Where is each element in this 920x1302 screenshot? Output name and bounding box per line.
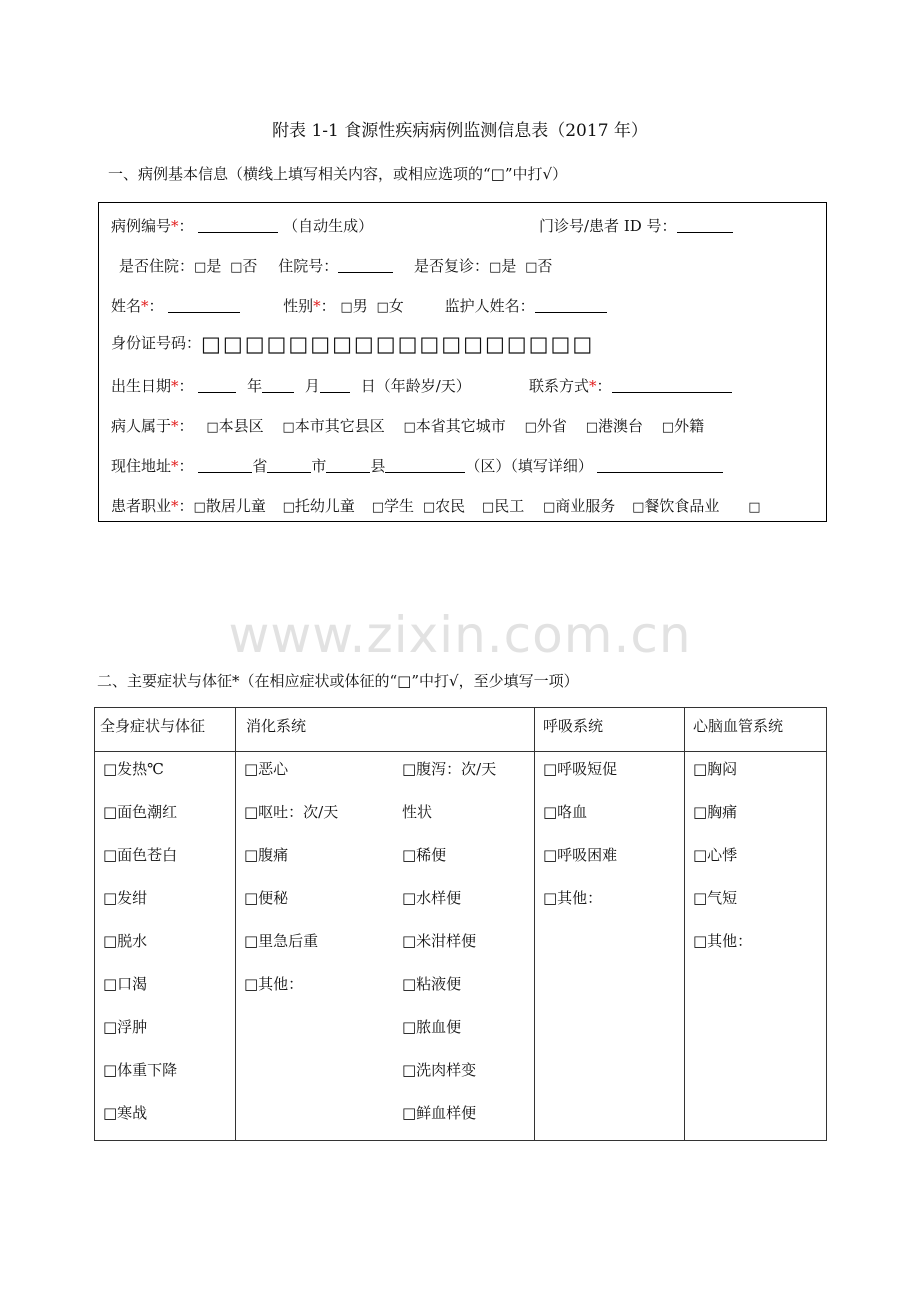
birth-month-field[interactable] [262,378,294,393]
case-no-field[interactable] [198,218,278,233]
symptom-item[interactable]: □里急后重 [244,932,319,950]
case-number-row [111,215,373,236]
district-field[interactable] [385,458,465,473]
required-star: * [589,377,597,395]
address-note: （区）（填写详细） [465,457,593,475]
clinic-id-field[interactable] [677,218,733,233]
symptom-item[interactable]: □便秘 [244,889,289,907]
occupation-option: 学生 [384,497,415,515]
clinic-id-label: 门诊号/患者 ID 号： [539,217,677,235]
page-title: 附表 1-1 食源性疾病病例监测信息表（2017 年） [272,121,648,141]
age-note: （年龄岁/天） [375,377,471,395]
no-label: 否 [242,257,258,275]
symptom-item[interactable]: □水样便 [402,889,462,907]
colon: ： [178,497,194,515]
revisit-yes-checkbox[interactable]: □ [489,260,502,275]
yes-label: 是 [206,257,222,275]
colon: ： [320,297,336,315]
birth-year-field[interactable] [198,378,236,393]
belongs-checkbox[interactable]: □ [403,420,416,435]
symptom-item[interactable]: □腹泻：次/天 [402,760,497,778]
symptom-item[interactable]: □心悸 [693,846,738,864]
symptom-item[interactable]: □气短 [693,889,738,907]
occupation-option: 商业服务 [555,497,616,515]
symptom-item[interactable]: □米泔样便 [402,932,477,950]
colon: ： [178,377,194,395]
required-star: * [171,377,179,395]
occupation-label: 患者职业 [111,497,172,515]
birth-label: 出生日期 [111,377,172,395]
symptom-item[interactable]: □脓血便 [402,1018,462,1036]
required-star: * [171,417,179,435]
birth-day-field[interactable] [320,378,350,393]
belongs-checkbox[interactable]: □ [206,420,219,435]
id-card-boxes[interactable]: □□□□□□□□□□□□□□□□□□ [201,332,595,356]
symptom-item[interactable]: □口渴 [103,975,148,993]
symptom-item[interactable]: □体重下降 [103,1061,178,1079]
id-card-row [111,332,594,356]
name-field[interactable] [168,298,240,313]
address-detail-field[interactable] [597,458,723,473]
belongs-checkbox[interactable]: □ [524,420,537,435]
case-no-label: 病例编号 [111,217,172,235]
hospitalized-no-checkbox[interactable]: □ [230,260,243,275]
symptom-item[interactable]: □洗肉样变 [402,1061,477,1079]
column-header-general: 全身症状与体征 [100,717,206,735]
belongs-checkbox[interactable]: □ [661,420,675,435]
symptom-item[interactable]: □呼吸困难 [543,846,618,864]
symptom-item[interactable]: □呕吐：次/天 [244,803,339,821]
yes-label: 是 [501,257,517,275]
belongs-option: 本省其它城市 [415,417,506,435]
symptom-item[interactable]: □其他： [244,975,304,993]
contact-field[interactable] [612,378,732,393]
required-star: * [141,297,149,315]
section2-heading: 二、主要症状与体征*（在相应症状或体征的“□”中打√，至少填写一项） [97,672,579,690]
occupation-checkbox[interactable]: □ [422,500,436,515]
symptom-item[interactable]: □寒战 [103,1104,148,1122]
symptom-item[interactable]: □脱水 [103,932,148,950]
symptom-item[interactable]: □发热℃ [103,760,164,778]
belongs-row [111,415,704,436]
belongs-option: 外省 [536,417,567,435]
column-divider [684,708,685,1140]
symptom-item[interactable]: □粘液便 [402,975,462,993]
symptom-item[interactable]: □发绀 [103,889,148,907]
clinic-id-row [539,215,733,236]
female-checkbox[interactable]: □ [376,300,389,315]
colon: ： [178,457,194,475]
symptom-item[interactable]: □胸痛 [693,803,738,821]
symptom-item[interactable]: □咯血 [543,803,588,821]
address-label: 现住地址 [111,457,172,475]
occupation-checkbox[interactable]: □ [748,500,761,515]
required-star: * [171,497,179,515]
symptom-item[interactable]: □呼吸短促 [543,760,618,778]
month-label: 月 [304,377,320,395]
province-label: 省 [252,457,268,475]
county-field[interactable] [326,458,370,473]
symptom-item[interactable]: □浮肿 [103,1018,148,1036]
symptom-item[interactable]: □胸闷 [693,760,738,778]
city-label: 市 [311,457,327,475]
column-divider [534,708,535,1140]
symptom-item[interactable]: □鲜血样便 [402,1104,477,1122]
revisit-label: 是否复诊： [414,257,490,275]
colon: ： [178,417,194,435]
colon: ： [178,217,194,235]
case-no-note: （自动生成） [283,217,374,235]
belongs-option: 外籍 [674,417,705,435]
stool-character-label: 性状 [402,803,433,821]
required-star: * [313,297,321,315]
symptom-item[interactable]: □其他： [543,889,603,907]
occupation-option: 农民 [435,497,466,515]
occupation-checkbox[interactable]: □ [371,500,385,515]
year-label: 年 [247,377,263,395]
id-card-label: 身份证号码： [111,334,202,352]
colon: ： [148,297,164,315]
occupation-row [111,495,760,516]
name-row [111,295,607,316]
header-divider [95,751,826,752]
symptom-item[interactable]: □稀便 [402,846,447,864]
symptom-item[interactable]: □其他： [693,932,753,950]
belongs-checkbox[interactable]: □ [282,420,295,435]
occupation-option: 托幼儿童 [294,497,355,515]
guardian-label: 监护人姓名： [444,297,535,315]
symptom-item[interactable]: □面色苍白 [103,846,178,864]
belongs-checkbox[interactable]: □ [585,420,598,435]
column-header-cardio: 心脑血管系统 [693,717,784,735]
male-label: 男 [352,297,368,315]
address-row [111,455,723,476]
no-label: 否 [537,257,553,275]
county-label: 县 [370,457,386,475]
colon: ： [596,377,612,395]
belongs-label: 病人属于 [111,417,172,435]
day-label: 日 [360,377,376,395]
section1-heading: 一、病例基本信息（横线上填写相关内容，或相应选项的“□”中打√） [108,165,568,183]
contact-label: 联系方式 [529,377,590,395]
occupation-option: 散居儿童 [205,497,266,515]
belongs-option: 本市其它县区 [294,417,385,435]
occupation-option: 民工 [494,497,525,515]
province-field[interactable] [198,458,252,473]
city-field[interactable] [267,458,311,473]
symptom-item[interactable]: □恶心 [244,760,289,778]
belongs-option: 港澳台 [597,417,643,435]
belongs-option: 本县区 [218,417,264,435]
occupation-option: 餐饮食品业 [644,497,720,515]
hospitalized-label: 是否住院： [119,257,195,275]
sex-label: 性别 [283,297,314,315]
inpatient-no-label: 住院号： [278,257,339,275]
required-star: * [171,457,179,475]
guardian-field[interactable] [535,298,607,313]
occupation-checkbox[interactable]: □ [481,500,495,515]
watermark: www.zixin.com.cn [228,606,692,664]
name-label: 姓名 [111,297,142,315]
revisit-no-checkbox[interactable]: □ [525,260,538,275]
column-header-respiratory: 呼吸系统 [543,717,604,735]
required-star: * [171,217,179,235]
column-header-digestive: 消化系统 [246,717,307,735]
symptom-item[interactable]: □面色潮红 [103,803,178,821]
contact-row [529,375,732,396]
occupation-checkbox[interactable]: □ [543,500,556,515]
symptoms-table [94,707,827,1141]
female-label: 女 [388,297,404,315]
hospitalization-row [119,255,552,276]
occupation-checkbox[interactable]: □ [632,500,645,515]
birth-row [111,375,471,396]
occupation-checkbox[interactable]: □ [193,500,206,515]
inpatient-no-field[interactable] [338,258,393,273]
hospitalized-yes-checkbox[interactable]: □ [194,260,207,275]
male-checkbox[interactable]: □ [340,300,353,315]
basic-info-box [98,202,827,522]
occupation-checkbox[interactable]: □ [282,500,295,515]
symptom-item[interactable]: □腹痛 [244,846,289,864]
column-divider [235,708,236,1140]
